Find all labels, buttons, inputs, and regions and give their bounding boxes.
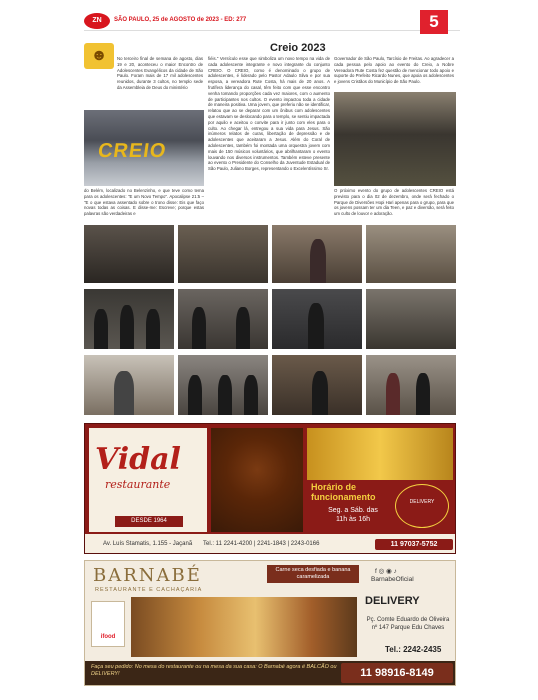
dateline: SÃO PAULO, 25 de AGOSTO de 2023 - ED: 277 — [114, 17, 247, 23]
gallery-photo — [366, 225, 456, 283]
vidal-brand-panel — [89, 428, 207, 532]
order-text: Faça seu pedido: No mesa do restaurante ou na mesa da sua casa: O Barnabé agora é BALCÃO ou DELIVERY! — [91, 664, 337, 677]
stage-photo — [84, 110, 204, 186]
stage-letters: CREIO — [96, 140, 168, 162]
gallery-photo — [272, 355, 362, 415]
article-headline: Creio 2023 — [270, 42, 326, 54]
social-handle: BarnabeOficial — [371, 576, 414, 583]
gallery-photo — [272, 289, 362, 349]
barnabe-subtitle: RESTAURANTE E CACHAÇARIA — [95, 587, 203, 593]
vidal-subtitle: restaurante — [105, 478, 171, 491]
delivery-badge: DELIVERY — [395, 484, 449, 528]
vidal-address: Av. Luís Stamatis, 1.155 - Jaçanã — [103, 541, 193, 547]
photo-gallery — [84, 225, 456, 415]
opening-hours — [323, 506, 383, 524]
gallery-photo — [366, 355, 456, 415]
barnabe-brand: BARNABÉ — [93, 565, 202, 586]
barnabe-restaurant-ad — [84, 560, 456, 686]
gallery-photo — [272, 225, 362, 283]
article-column-3-continued: O próximo evento do grupo de adolescentes CREIO está previsto para o dia 02 de dezembro, onde será fechado o Parque de Diversões Hopi Hari apenas para o grupo, para que os jovens possam ter um dia Teen, e paz e diversão, será feito um culto de louvor e adoração. — [334, 188, 454, 217]
article-column-1-continued: do Belém, localizado no Belenzinho, e que teve como tema para os adolescentes: "E um Novo Tempo". Apocalipse 21:5 – "E o que estava assentado sobre o trono disse: Eis que faço novas todas as coisas. E disse-me: Escreve; porque estas palavras são verdadeiras e — [84, 188, 204, 217]
page-header — [84, 13, 460, 31]
article-creio — [84, 38, 456, 220]
vidal-contact-bar — [85, 534, 456, 554]
vidal-restaurant-ad — [84, 423, 456, 554]
barnabe-food-photo — [131, 597, 357, 657]
ifood-qr: ifood — [91, 601, 125, 647]
gallery-photo — [178, 225, 268, 283]
article-column-2: fiéis." Versículo esse que simboliza um novo tempo na vida de cada adolescente integrante e novo integrante do conjunto CREIO. O CREIO, como é denominado o grupo de adolescentes, é liderado pelo Pastor Adaulo Silva e por sua esposa, a vereadora Rute Costa, há mais de 20 anos. A frutífera liderança do casal, têm feito com que esse encontro venha tomando proporções cada vez maiores, com o aumento de participantes nos cultos. O evento impactou toda a cidade de maneira positiva. Uma jovem, que preferiu não se identificar, relatou que ao se deparar com um ônibus com adolescentes que estavam se deslocando para o templo, se sentiu impactada por aquilo e aceitou o convite para ir junto com eles para o culto. Ao chegar lá, entregou a sua vida para Jesus. São inúmeros relatos de curas, libertação de depressão e de adolescentes que aceitaram a Jesus. Além do Coral de adolescentes, também foi montada uma orquestra jovem com mais de 150 músicos voluntários, que abrilhantaram o evento louvando nos diversos instrumentos. Também esteve presente ao evento o Presidente do Conselho da Juventude Estadual de São Paulo, Juliano Borges, representando o Excelentíssimo Sr. — [208, 56, 330, 172]
gallery-photo — [84, 225, 174, 283]
newspaper-logo: ZN — [84, 13, 110, 29]
article-column-3: Governador de São Paulo, Tarcísio de Freitas. Ao agradecer a cada pessoa pelo apoio ao evento do Creio, a Nobre Vereadora Rute Costa fez questão de mencionar todo apoio e suporte do Prefeito Ricardo Nunes, que apoia os adolescentes e jovens Cristãos do Município de São Paulo. — [334, 56, 454, 85]
opening-hours-title: Horário de funcionamento — [311, 482, 376, 502]
barnabe-landline: Tel.: 2242-2435 — [385, 645, 442, 654]
social-icons: f ◎ ◉ ♪ — [375, 568, 397, 575]
barnabe-order-bar — [85, 661, 456, 686]
opening-days: Seg. a Sáb. das — [328, 507, 378, 514]
barnabe-address: Pç. Comte Eduardo de Oliveira nº 147 Parque Edu Chaves — [366, 617, 450, 631]
opening-time: 11h às 16h — [335, 516, 371, 523]
feijoada-photo — [211, 428, 303, 532]
gallery-photo — [84, 355, 174, 415]
vidal-since: DESDE 1964 — [115, 516, 183, 527]
vidal-whatsapp: 11 97037-5752 — [375, 539, 453, 550]
barnabe-delivery: DELIVERY — [365, 595, 420, 607]
dessert-photo — [307, 428, 453, 480]
gallery-photo — [178, 355, 268, 415]
vidal-brand: Vidal — [95, 442, 181, 477]
page-number: 5 — [420, 10, 448, 34]
vidal-phones: Tel.: 11 2241-4200 | 2241-1843 | 2243-0166 — [203, 541, 320, 547]
barnabe-phone: 11 98916-8149 — [341, 663, 453, 683]
mascot-icon: ☻ — [84, 43, 114, 69]
gallery-photo — [178, 289, 268, 349]
crowd-photo — [334, 92, 456, 186]
article-column-1: No terceiro final de semana de agosto, dias 19 e 20, aconteceu o maior Encontro de Adolescentes Evangélicos da cidade de São Paulo. Foram mais de 17 mil adolescentes reunidos, durante 3 cultos, no templo sede da Assembleia de Deus do ministério — [117, 56, 203, 90]
gallery-photo — [84, 289, 174, 349]
gallery-photo — [366, 289, 456, 349]
promo-banner: Carne seca desfiada e banana caramelizada — [267, 565, 359, 583]
